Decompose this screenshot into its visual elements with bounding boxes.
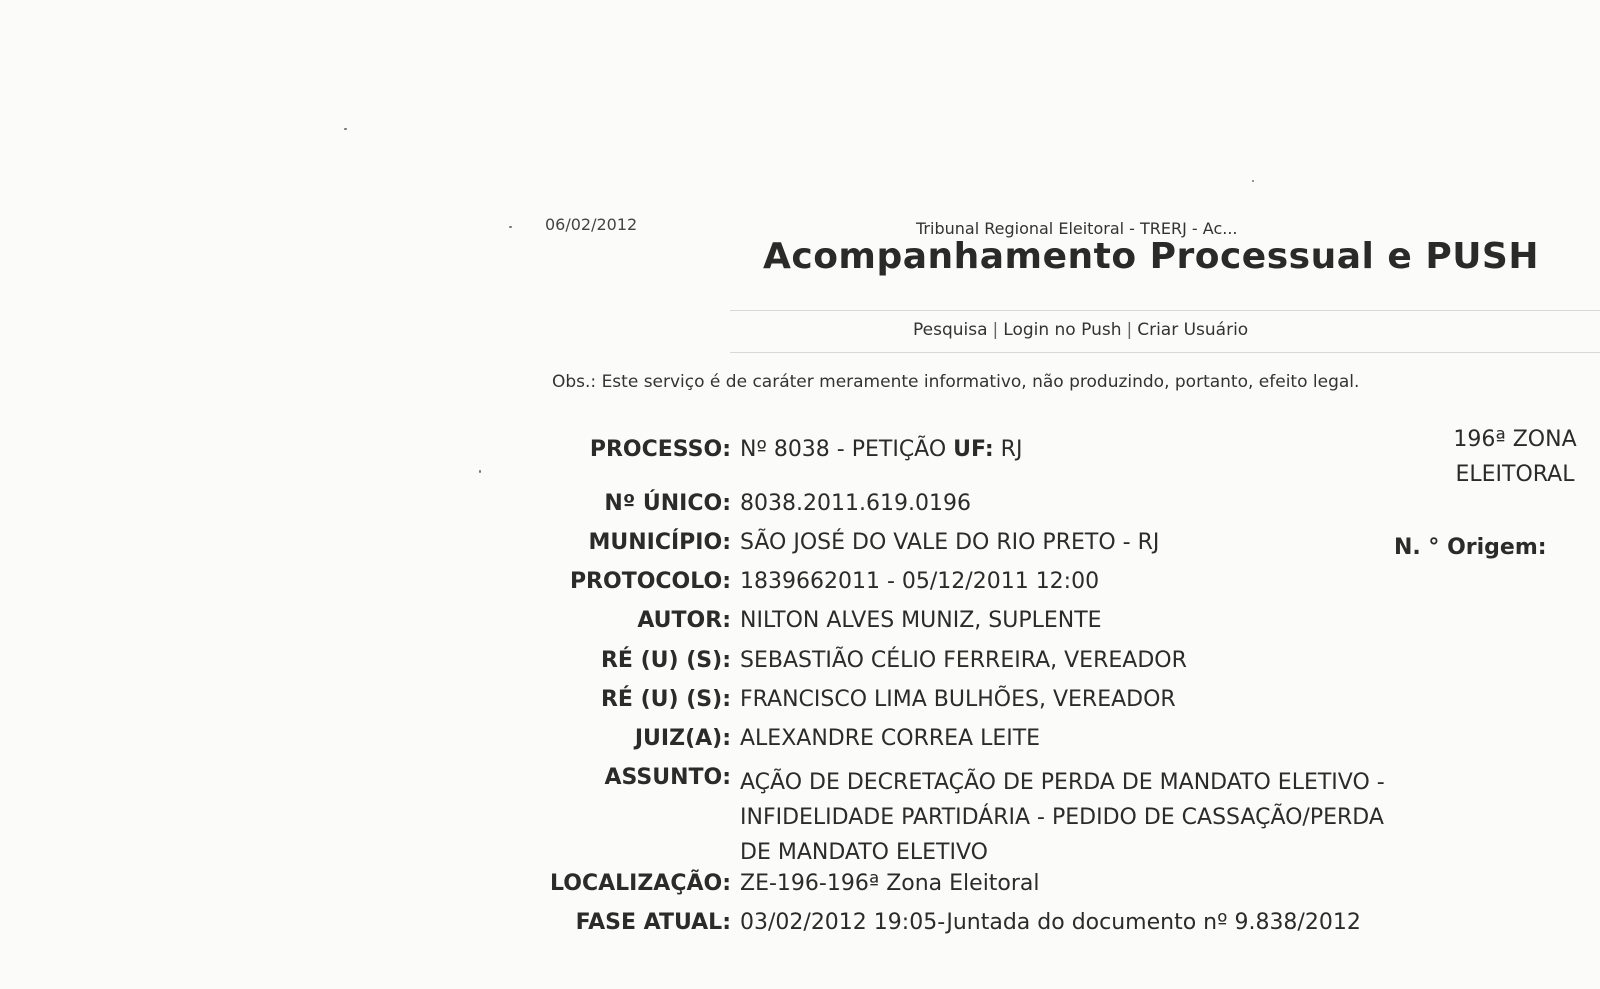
- protocolo-label: PROTOCOLO:: [569, 569, 731, 594]
- scan-speck: [509, 226, 512, 228]
- juiz-label: JUIZ(A):: [634, 726, 731, 751]
- processo-value: Nº 8038 - PETIÇÃO: [740, 437, 947, 462]
- protocolo-value: 1839662011 - 05/12/2011 12:00: [740, 569, 1100, 594]
- assunto-label: ASSUNTO:: [604, 765, 731, 790]
- municipio-value: SÃO JOSÉ DO VALE DO RIO PRETO - RJ: [740, 530, 1160, 555]
- header-divider: [730, 310, 1600, 311]
- processo-row: [740, 437, 1022, 462]
- page-title: Acompanhamento Processual e PUSH: [763, 236, 1539, 277]
- localizacao-label: LOCALIZAÇÃO:: [550, 871, 731, 896]
- nav-separator: |: [1126, 320, 1133, 340]
- numero-unico-value: 8038.2011.619.0196: [740, 491, 971, 516]
- municipio-label: MUNICÍPIO:: [588, 530, 731, 555]
- reu-label: RÉ (U) (S):: [600, 648, 731, 673]
- top-nav: [913, 320, 1248, 340]
- nav-pesquisa-link[interactable]: Pesquisa: [913, 320, 988, 340]
- disclaimer-notice: Obs.: Este serviço é de caráter meramente informativo, não produzindo, portanto, efeito legal.: [552, 372, 1360, 392]
- juiz-value: ALEXANDRE CORREA LEITE: [740, 726, 1041, 751]
- scan-speck: [1252, 180, 1254, 182]
- site-title: Tribunal Regional Eleitoral - TRERJ - Ac...: [916, 219, 1238, 238]
- processo-label: PROCESSO:: [589, 437, 731, 462]
- print-date: 06/02/2012: [545, 215, 638, 234]
- scan-speck: [479, 470, 481, 473]
- reu-label: RÉ (U) (S):: [600, 687, 731, 712]
- localizacao-value: ZE-196-196ª Zona Eleitoral: [740, 871, 1040, 896]
- numero-unico-label: Nº ÚNICO:: [604, 491, 731, 516]
- fase-atual-value: 03/02/2012 19:05-Juntada do documento nº 9.838/2012: [740, 910, 1361, 935]
- zona-eleitoral: 196ª ZONA ELEITORAL: [1453, 427, 1577, 487]
- reu-value: FRANCISCO LIMA BULHÕES, VEREADOR: [740, 687, 1176, 712]
- assunto-value: AÇÃO DE DECRETAÇÃO DE PERDA DE MANDATO ELETIVO - INFIDELIDADE PARTIDÁRIA - PEDIDO DE CASSAÇÃO/PERDA DE MANDATO ELETIVO: [740, 770, 1385, 865]
- autor-value: NILTON ALVES MUNIZ, SUPLENTE: [740, 608, 1102, 633]
- nav-separator: |: [992, 320, 999, 340]
- reu-value: SEBASTIÃO CÉLIO FERREIRA, VEREADOR: [740, 648, 1187, 673]
- nav-criar-usuario-link[interactable]: Criar Usuário: [1137, 320, 1249, 340]
- autor-label: AUTOR:: [637, 608, 731, 633]
- fase-atual-label: FASE ATUAL:: [575, 910, 731, 935]
- nav-divider: [730, 352, 1600, 353]
- origem-label: N. ° Origem:: [1394, 535, 1547, 560]
- scan-speck: [344, 128, 347, 130]
- uf-value: RJ: [1000, 437, 1023, 462]
- nav-login-push-link[interactable]: Login no Push: [1003, 320, 1122, 340]
- uf-label: UF:: [953, 437, 994, 462]
